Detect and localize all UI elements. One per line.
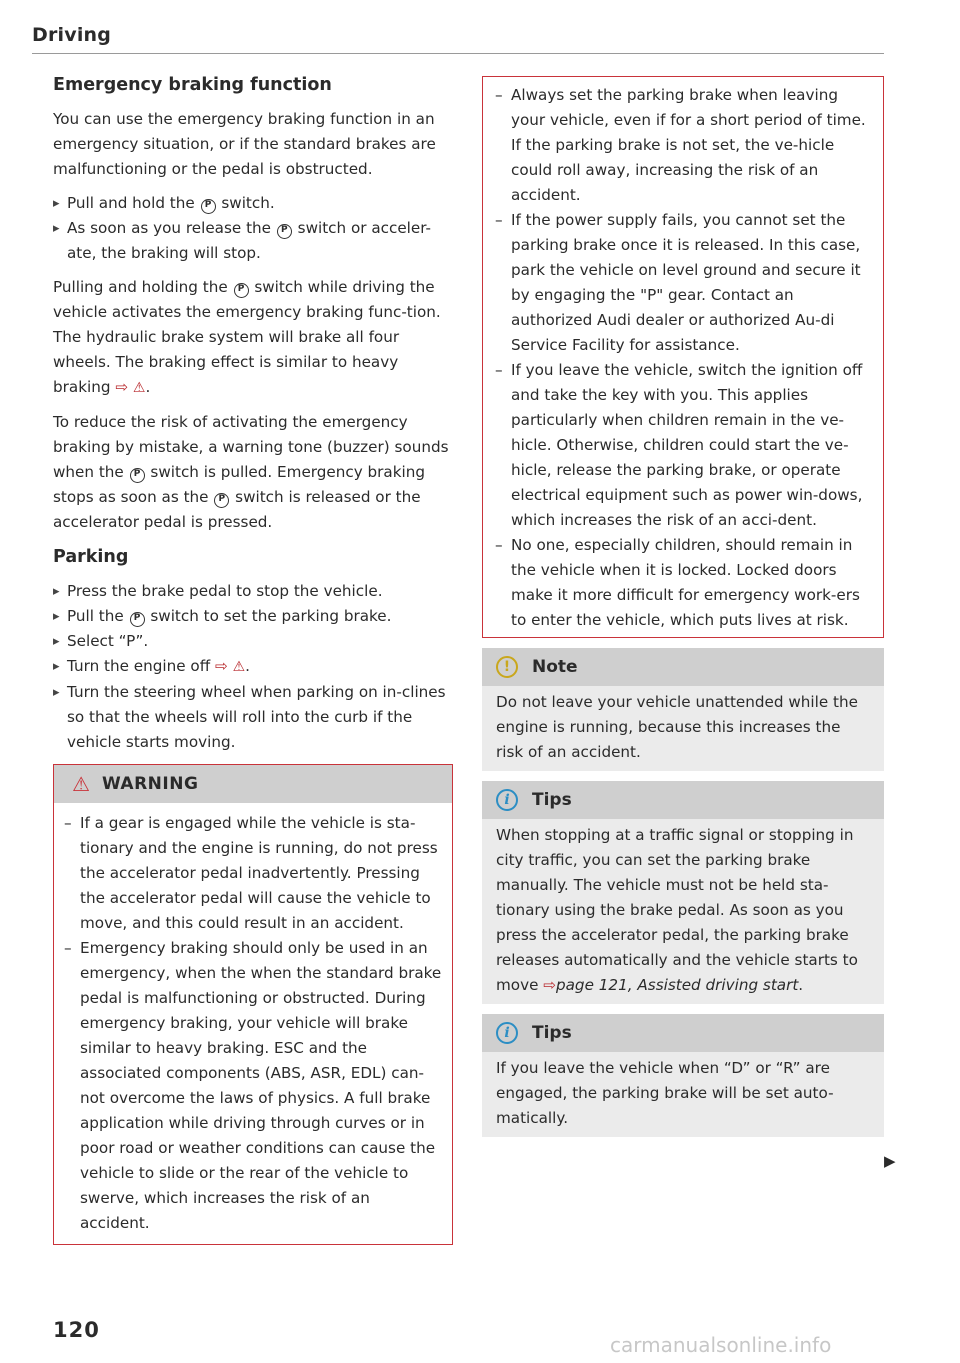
- warning-continued-box: [482, 76, 884, 638]
- watermark: carmanualsonline.info: [610, 1333, 832, 1357]
- parking-step-4: ▸ Turn the engine off ⇨ ⚠.: [53, 654, 453, 680]
- warning-body: [54, 803, 452, 1244]
- note-label: Note: [532, 657, 578, 677]
- parking-step-3: ▸ Select “P”.: [53, 629, 453, 654]
- warning-label: WARNING: [101, 774, 199, 794]
- tips-body: [482, 1052, 884, 1137]
- parking-heading: Parking: [53, 547, 129, 567]
- note-body: [482, 686, 884, 771]
- warning-box: [53, 764, 453, 1245]
- reference-arrow-icon: ⇨: [543, 976, 556, 994]
- note-header: [482, 648, 884, 686]
- tips-label: Tips: [532, 1023, 572, 1043]
- section-title: Driving: [32, 24, 112, 46]
- parking-steps: [53, 579, 453, 755]
- page-number: 120: [53, 1318, 100, 1342]
- left-column: [53, 72, 453, 1245]
- parking-brake-switch-icon: P: [130, 612, 145, 627]
- emergency-steps: [53, 191, 453, 266]
- warning-continued-list: [495, 83, 873, 633]
- tips-text: When stopping at a traffic signal or stopping in city traffic, you can set the parking brake manually. The vehicle must not be held sta-tionary using the brake pedal. As soon as you press the accelerator pedal, the parking brake releases automatically and the vehicle starts to move ⇨page 121, Assisted driving start.: [496, 826, 858, 994]
- warning-item: – If the power supply fails, you cannot set the parking brake once it is released. In this case, park the vehicle on level ground and secure it by engaging the "P" gear. Contact an authorized Audi dealer or authorized Au-di Service Facility for assistance.: [495, 208, 873, 358]
- tips-box-2: [482, 1014, 884, 1137]
- continue-arrow-icon: ▶: [884, 1152, 896, 1170]
- parking-brake-switch-icon: P: [234, 283, 249, 298]
- warning-item: – If you leave the vehicle, switch the ignition off and take the key with you. This applies particularly when children remain in the ve-hicle. Otherwise, children could start the ve-hicle, release the parking brake, or operate electrical equipment such as power win-dows, which increases the risk of an acci-dent.: [495, 358, 873, 533]
- note-exclamation-icon: !: [496, 656, 518, 678]
- right-column: [482, 76, 884, 1137]
- emergency-para-2: To reduce the risk of activating the emergency braking by mistake, a warning tone (buzzer) sounds when the P switch is pulled. Emergency braking stops as soon as the P switch is released or the accelerator pedal is pressed.: [53, 413, 449, 531]
- parking-step-2: ▸ Pull the P switch to set the parking brake.: [53, 604, 453, 629]
- warning-item: – If a gear is engaged while the vehicle is sta-tionary and the engine is running, do not press the accelerator pedal inadvertently. Pressing the accelerator pedal will cause the vehicle to move, and this could result in an accident.: [64, 811, 442, 936]
- tips-label: Tips: [532, 790, 572, 810]
- page-cross-reference[interactable]: page 121, Assisted driving start: [555, 976, 799, 994]
- warning-item: – Emergency braking should only be used in an emergency, when the when the standard brake pedal is malfunctioning or obstructed. During emergency braking, your vehicle will brake similar to heavy braking. ESC and the associated components (ABS, ASR, EDL) can-not overcome the laws of physics. A full brake application while driving through curves or in poor road or weather conditions can cause the vehicle to slide or the rear of the vehicle to swerve, which increases the risk of an accident.: [64, 936, 442, 1236]
- warning-item: – Always set the parking brake when leaving your vehicle, even if for a short period of time. If the parking brake is not set, the ve-hicle could roll away, increasing the risk of an accident.: [495, 83, 873, 208]
- emergency-heading: Emergency braking function: [53, 75, 332, 95]
- parking-brake-switch-icon: P: [201, 199, 216, 214]
- warning-triangle-icon: ⚠: [232, 659, 246, 675]
- warning-list: [64, 811, 442, 1236]
- warning-header: [54, 765, 452, 803]
- tips-text: If you leave the vehicle when “D” or “R” are engaged, the parking brake will be set auto-matically.: [496, 1059, 834, 1127]
- info-icon: i: [496, 1022, 518, 1044]
- tips-box-1: [482, 781, 884, 1004]
- parking-step-5: ▸ Turn the steering wheel when parking on in-clines so that the wheels will roll into the curb if the vehicle starts moving.: [53, 680, 453, 755]
- tips-header: [482, 781, 884, 819]
- info-icon: i: [496, 789, 518, 811]
- emergency-step-1: ▸ Pull and hold the P switch.: [53, 191, 453, 216]
- page-header: [32, 24, 884, 54]
- warning-triangle-icon: ⚠: [132, 380, 146, 396]
- parking-brake-switch-icon: P: [214, 493, 229, 508]
- parking-brake-switch-icon: P: [130, 468, 145, 483]
- tips-header: [482, 1014, 884, 1052]
- warning-triangle-icon: ⚠: [72, 772, 90, 796]
- reference-arrow-icon: ⇨: [215, 657, 228, 675]
- tips-body: [482, 819, 884, 1004]
- emergency-step-2: ▸ As soon as you release the P switch or acceler-ate, the braking will stop.: [53, 216, 453, 266]
- parking-step-1: ▸ Press the brake pedal to stop the vehicle.: [53, 579, 453, 604]
- reference-arrow-icon: ⇨: [115, 378, 129, 396]
- emergency-intro: You can use the emergency braking function in an emergency situation, or if the standard brakes are malfunctioning or the pedal is obstructed.: [53, 110, 436, 178]
- emergency-para-1: Pulling and holding the P switch while driving the vehicle activates the emergency braking func-tion. The hydraulic brake system will brake all four wheels. The braking effect is similar to heavy braking ⇨ ⚠.: [53, 278, 441, 396]
- parking-brake-switch-icon: P: [277, 224, 292, 239]
- warning-item: – No one, especially children, should remain in the vehicle when it is locked. Locked doors make it more difficult for emergency work-ers to enter the vehicle, which puts lives at risk.: [495, 533, 873, 633]
- note-text: Do not leave your vehicle unattended while the engine is running, because this increases the risk of an accident.: [496, 693, 858, 761]
- note-box: [482, 648, 884, 771]
